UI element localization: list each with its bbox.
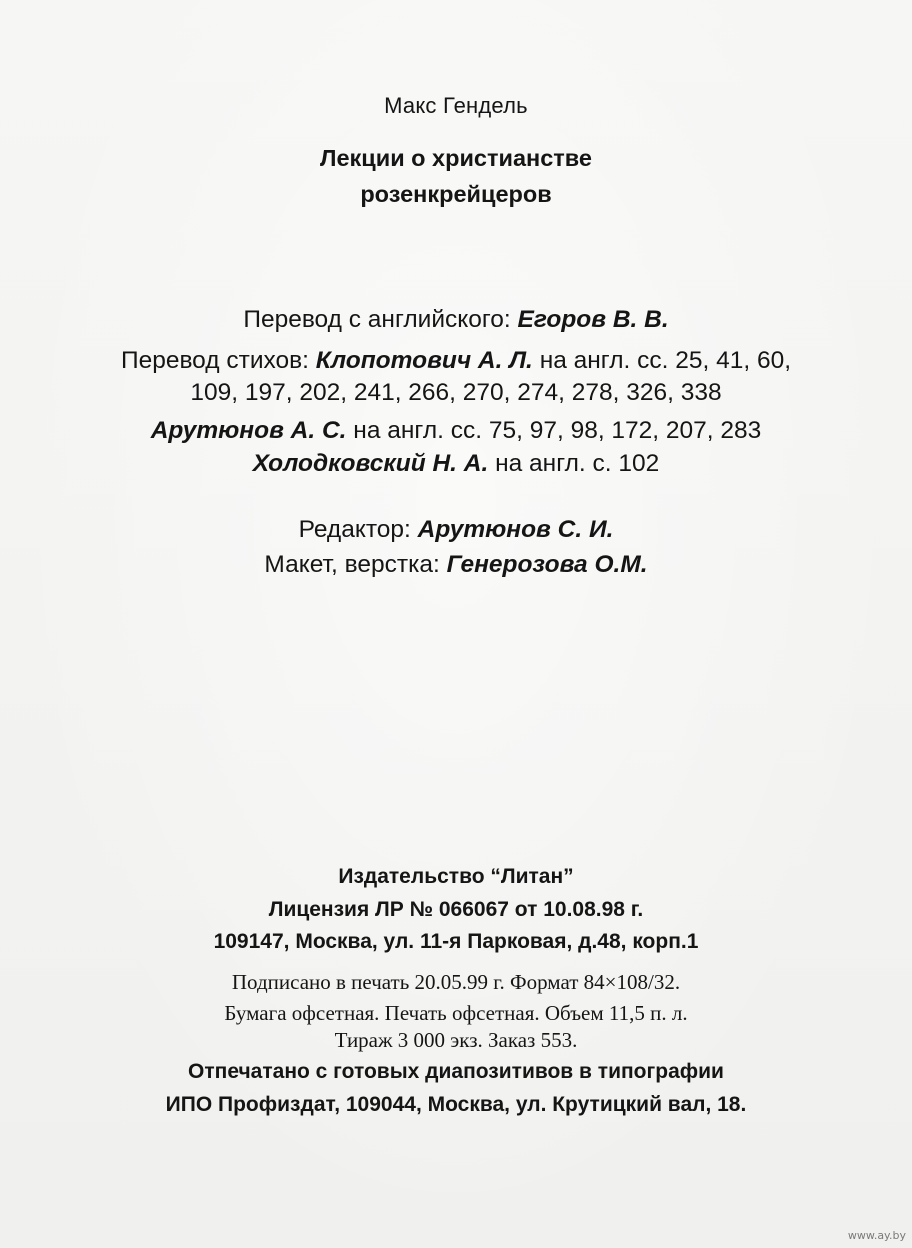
translation-label: Перевод с английского: [243,306,511,333]
signed-to-print: Подписано в печать 20.05.99 г. Формат 84×108/32. [231,970,681,994]
poems-translation-credit-2 [0,419,912,444]
publisher-address: 109147, Москва, ул. 11-я Парковая, д.48, корп.1 [213,930,699,953]
book-title-line-2: розенкрейцеров [360,181,552,207]
layout-label: Макет, верстка: [264,551,440,578]
poems-translator-2: Арутюнов А. С. [150,417,347,444]
editor-name: Арутюнов С. И. [417,516,614,543]
print-run: Тираж 3 000 экз. Заказ 553. [334,1028,578,1052]
paper-info: Бумага офсетная. Печать офсетная. Объем 11,5 п. л. [224,1001,688,1025]
poems-pages-2: на англ. сс. 75, 97, 98, 172, 207, 283 [353,417,762,444]
publisher-name: Издательство “Литан” [338,865,574,888]
translation-credit [0,308,912,333]
poems-translation-credit [0,349,912,374]
book-title-line-1: Лекции о христианстве [319,145,593,171]
translator-name: Егоров В. В. [517,306,669,333]
poems-translation-credit-3 [0,452,912,477]
editor-credit [0,518,912,543]
author-name: Макс Гендель [384,93,528,118]
layout-credit [0,553,912,578]
poems-translator-3: Холодковский Н. А. [252,450,489,477]
layout-name: Генерозова О.М. [446,551,648,578]
printer-info: ИПО Профиздат, 109044, Москва, ул. Крутицкий вал, 18. [165,1093,747,1116]
publisher-license: Лицензия ЛР № 066067 от 10.08.98 г. [268,898,644,921]
poems-pages-continued: 109, 197, 202, 241, 266, 270, 274, 278, 326, 338 [190,379,722,406]
poems-label: Перевод стихов: [120,347,309,374]
poems-pages-3: на англ. с. 102 [495,450,660,477]
editor-label: Редактор: [298,516,411,543]
poems-translator-1: Клопотович А. Л. [315,347,533,374]
poems-pages-1: на англ. сс. 25, 41, 60, [539,347,792,374]
watermark: www.ay.by [847,1229,906,1242]
printed-from: Отпечатано с готовых диапозитивов в типографии [188,1060,724,1083]
